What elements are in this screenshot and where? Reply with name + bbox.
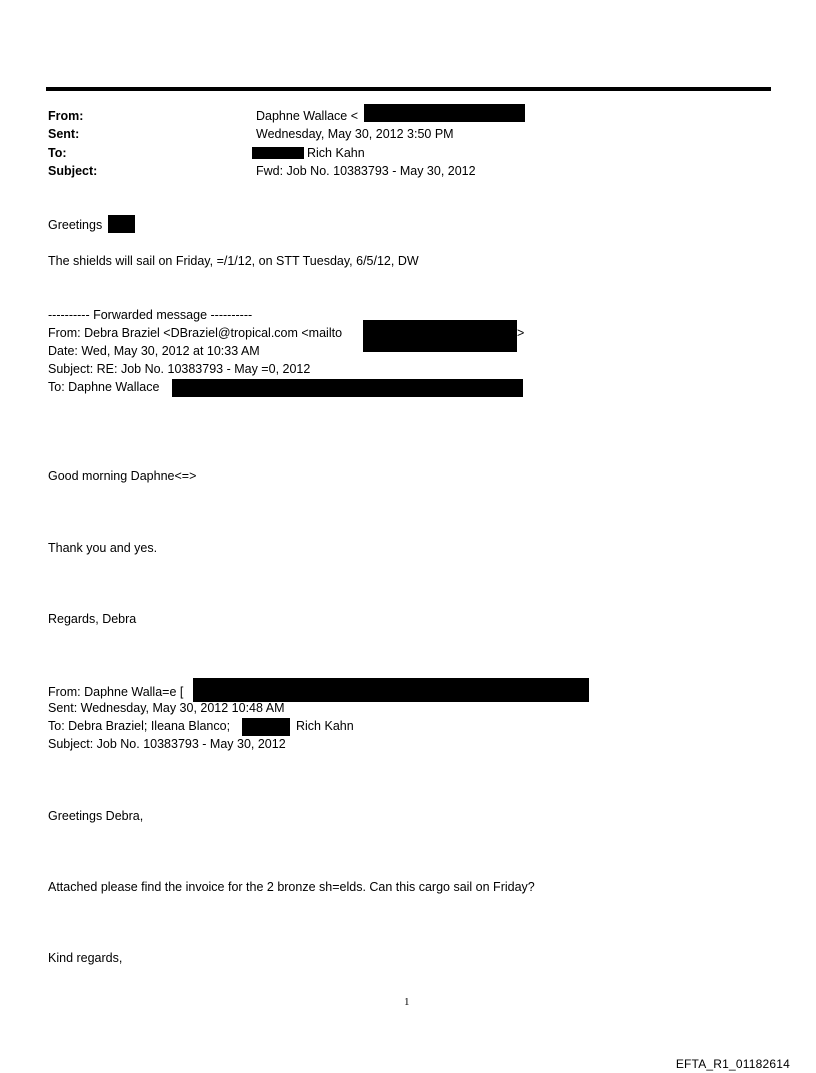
- greeting-text: Greetings: [48, 218, 103, 232]
- from-label: From:: [48, 109, 84, 123]
- kind-regards-text: Kind regards,: [48, 951, 123, 965]
- redaction-box: [242, 718, 290, 736]
- to-label: To:: [48, 146, 67, 160]
- document-id: EFTA_R1_01182614: [675, 1057, 790, 1071]
- header-rule: [46, 87, 771, 91]
- orig-to-rest: Rich Kahn: [296, 719, 354, 733]
- forward-from-end: >: [517, 326, 525, 340]
- redaction-box: [172, 379, 523, 397]
- from-value: Daphne Wallace <: [256, 109, 359, 123]
- redaction-box: [193, 678, 589, 702]
- redaction-box: [363, 320, 517, 352]
- orig-subject: Subject: Job No. 10383793 - May 30, 2012: [48, 737, 286, 751]
- thanks-text: Thank you and yes.: [48, 541, 158, 555]
- sent-label: Sent:: [48, 127, 80, 141]
- sent-value: Wednesday, May 30, 2012 3:50 PM: [256, 127, 454, 141]
- regards-text: Regards, Debra: [48, 612, 137, 626]
- orig-from: From: Daphne Walla=e [: [48, 685, 184, 699]
- page-number: 1: [404, 996, 410, 1008]
- redaction-box: [364, 104, 525, 122]
- subject-label: Subject:: [48, 164, 98, 178]
- subject-value: Fwd: Job No. 10383793 - May 30, 2012: [256, 164, 476, 178]
- attached-text: Attached please find the invoice for the 2 bronze sh=elds. Can this cargo sail on Friday?: [48, 880, 535, 894]
- forward-to: To: Daphne Wallace: [48, 380, 160, 394]
- orig-to: To: Debra Braziel; Ileana Blanco;: [48, 719, 231, 733]
- forward-divider: ---------- Forwarded message ----------: [48, 308, 253, 322]
- to-value: Rich Kahn: [307, 146, 365, 160]
- forward-from: From: Debra Braziel <DBraziel@tropical.com <mailto: [48, 326, 343, 340]
- forward-subject: Subject: RE: Job No. 10383793 - May =0, 2012: [48, 362, 311, 376]
- greetings-debra-text: Greetings Debra,: [48, 809, 144, 823]
- good-morning-text: Good morning Daphne<=>: [48, 469, 197, 483]
- redaction-box: [108, 215, 135, 233]
- forward-date: Date: Wed, May 30, 2012 at 10:33 AM: [48, 344, 260, 358]
- orig-sent: Sent: Wednesday, May 30, 2012 10:48 AM: [48, 701, 285, 715]
- body-line: The shields will sail on Friday, =/1/12, on STT Tuesday, 6/5/12, DW: [48, 254, 419, 268]
- redaction-box: [252, 147, 304, 159]
